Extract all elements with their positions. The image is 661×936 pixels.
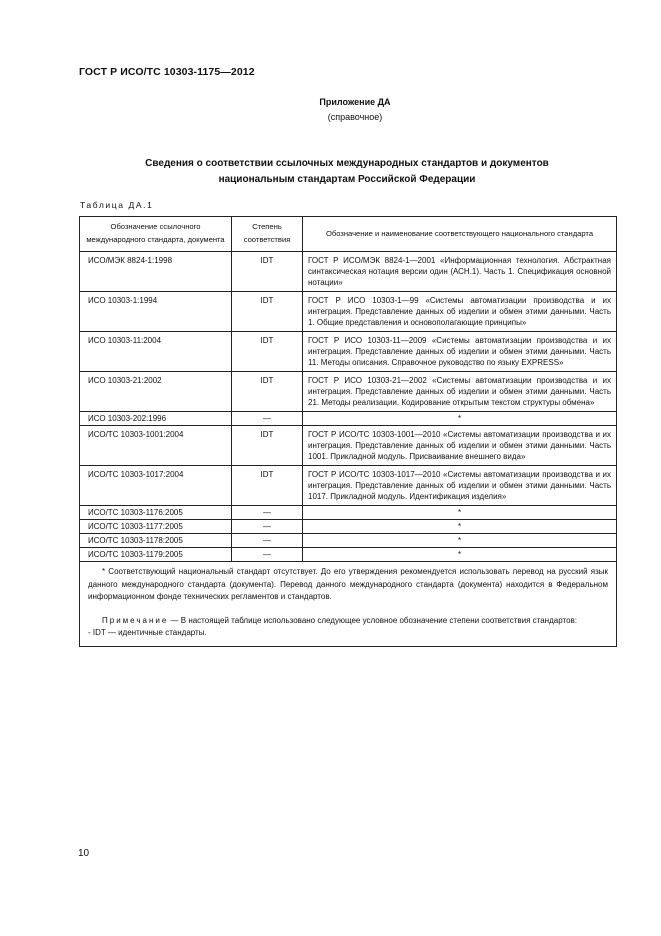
table-row [80,412,617,426]
table-row [80,534,617,548]
cell-degree: IDT [232,426,303,466]
cell-standard: ИСО/ТС 10303-1001:2004 [80,426,232,466]
note-text: — В настоящей таблице использовано следующее условное обозначение степени соответствия стандартов: [168,615,577,625]
cell-degree: IDT [232,292,303,332]
table-row [80,466,617,506]
cell-degree: IDT [232,332,303,372]
cell-standard: ИСО 10303-21:2002 [80,372,232,412]
table-header-row [80,217,617,252]
table-row [80,548,617,562]
table-row [80,506,617,520]
header-national-standard: Обозначение и наименование соответствующего национального стандарта [303,217,617,252]
correspondence-table [79,216,617,647]
cell-national: ГОСТ Р ИСО/ТС 10303-1001—2010 «Системы автоматизации производства и их интеграция. Представление данных об изделии и обмен этими данными. Часть 1001. Прикладной модуль. Присваивание внешнего вида» [303,426,617,466]
section-heading-line1: Сведения о соответствии ссылочных международных стандартов и документов [145,158,549,169]
cell-national: * [303,548,617,562]
table-row [80,520,617,534]
table-footer-row [80,562,617,647]
cell-degree: IDT [232,252,303,292]
table-row [80,426,617,466]
appendix-title-block [250,95,460,125]
cell-national: * [303,520,617,534]
cell-national: * [303,506,617,520]
cell-standard: ИСО/ТС 10303-1178:2005 [80,534,232,548]
section-heading [79,156,615,188]
document-code: ГОСТ Р ИСО/ТС 10303-1175—2012 [79,66,255,78]
cell-national: ГОСТ Р ИСО 10303-21—2002 «Системы автоматизации производства и их интеграция. Представление данных об изделии и обмен этими данными. Часть 21. Методы реализации. Кодирование открытым текстом структуры обмена» [303,372,617,412]
cell-standard: ИСО/ТС 10303-1017:2004 [80,466,232,506]
table-footer [80,562,617,647]
cell-standard: ИСО/ТС 10303-1177:2005 [80,520,232,534]
cell-standard: ИСО/ТС 10303-1176:2005 [80,506,232,520]
header-degree: Степень соответствия [232,217,303,252]
note [88,615,608,628]
note-label: Примечание [102,615,169,625]
table-row [80,372,617,412]
cell-standard: ИСО 10303-1:1994 [80,292,232,332]
cell-degree: IDT [232,466,303,506]
cell-national: * [303,412,617,426]
cell-national: ГОСТ Р ИСО/МЭК 8824-1—2001 «Информационная технология. Абстрактная синтаксическая нотация версии один (АСН.1). Часть 1. Спецификация основной нотации» [303,252,617,292]
cell-national: ГОСТ Р ИСО 10303-1—99 «Системы автоматизации производства и их интеграция. Представление данных об изделии и обмен этими данными. Часть 1. Общие представления и основополагающие принципы» [303,292,617,332]
header-international-standard: Обозначение ссылочного международного стандарта, документа [80,217,232,252]
cell-national: * [303,534,617,548]
cell-degree: — [232,506,303,520]
cell-standard: ИСО/МЭК 8824-1:1998 [80,252,232,292]
cell-degree: — [232,412,303,426]
table-row [80,332,617,372]
cell-degree: IDT [232,372,303,412]
section-heading-line2: национальным стандартам Российской Федерации [218,174,476,185]
cell-standard: ИСО 10303-11:2004 [80,332,232,372]
cell-national: ГОСТ Р ИСО/ТС 10303-1017—2010 «Системы автоматизации производства и их интеграция. Представление данных об изделии и обмен этими данными. Часть 1017. Прикладной модуль. Идентификация изделия» [303,466,617,506]
cell-standard: ИСО/ТС 10303-1179:2005 [80,548,232,562]
note-item: - IDT — идентичные стандарты. [88,628,207,637]
appendix-subtitle: (справочное) [327,112,383,122]
page-number: 10 [78,848,90,859]
cell-national: ГОСТ Р ИСО 10303-11—2009 «Системы автоматизации производства и их интеграция. Представление данных об изделии и обмен этими данными. Часть 11. Методы описания. Справочное руководство по языку EXPRESS» [303,332,617,372]
table-row [80,252,617,292]
table-row [80,292,617,332]
cell-standard: ИСО 10303-202:1996 [80,412,232,426]
table-label: Таблица ДА.1 [80,200,154,210]
cell-degree: — [232,548,303,562]
cell-degree: — [232,520,303,534]
footnote: * Соответствующий национальный стандарт отсутствует. До его утверждения рекомендуется использовать перевод на русский язык данного международного стандарта (документа). Перевод данного международного стандарта (документа) находится в Федеральном информационном фонде технических регламентов и стандартов. [88,567,608,601]
cell-degree: — [232,534,303,548]
appendix-title: Приложение ДА [319,97,391,107]
